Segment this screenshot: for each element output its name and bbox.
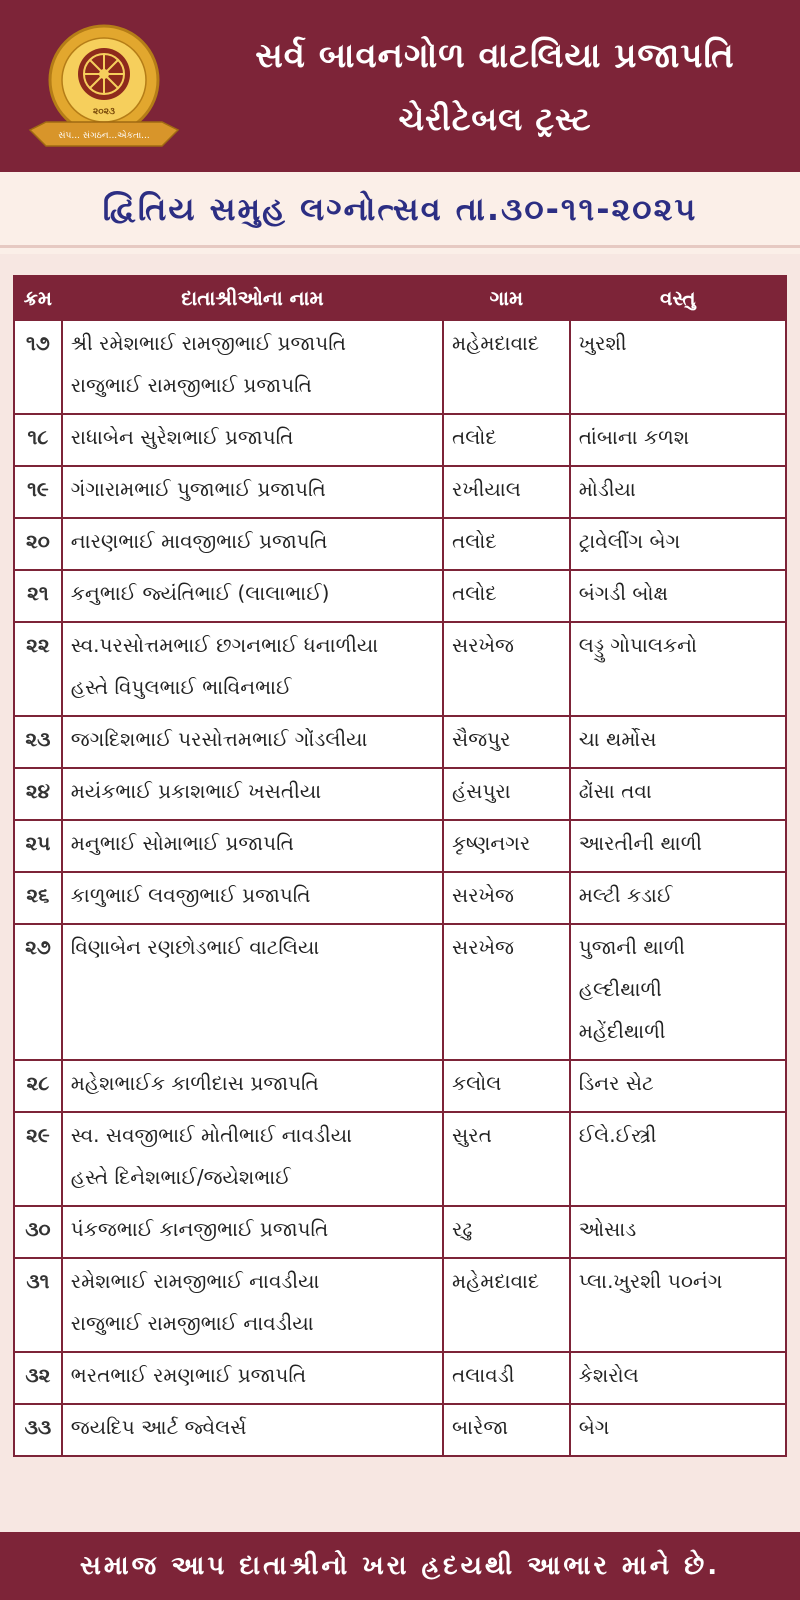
item-cell [570, 414, 786, 466]
row-number-text: ૨૭ [25, 935, 51, 959]
donor-name-cell [62, 872, 443, 924]
row-number-text: ૨૧ [27, 581, 49, 605]
trust-subname: ચેરીટેબલ ટ્રસ્ટ [398, 100, 592, 138]
row-number [14, 1258, 62, 1352]
table-row [14, 820, 786, 872]
item-cell [570, 820, 786, 872]
donor-name: નારણભાઈ માવજીભાઈ પ્રજાપતિ [70, 529, 328, 553]
donor-name-cell [62, 1112, 443, 1206]
row-number [14, 1404, 62, 1456]
village-name: સૈજપુર [452, 727, 511, 751]
row-number-text: ૩૨ [25, 1363, 51, 1387]
row-number-text: ૩૩ [24, 1415, 52, 1439]
row-number-text: ૨૦ [26, 529, 50, 553]
village-cell [443, 716, 570, 768]
donor-name-cell [62, 716, 443, 768]
village-cell [443, 924, 570, 1060]
item-cell [570, 466, 786, 518]
donor-name: મહેશભાઈક કાળીદાસ પ્રજાપતિ [70, 1071, 319, 1095]
village-cell [443, 518, 570, 570]
item-cell [570, 518, 786, 570]
row-number-text: ૧૭ [26, 331, 50, 355]
donor-name: મનુભાઈ સોમાભાઈ પ્રજાપતિ [70, 831, 294, 855]
item-cell [570, 320, 786, 414]
donor-name-cell [62, 622, 443, 716]
row-number-text: ૩૦ [25, 1217, 51, 1241]
donor-name: રમેશભાઈ રામજીભાઈ નાવડીયા [70, 1269, 320, 1293]
donated-item: કેશરોલ [578, 1363, 639, 1387]
village-name: તલોદ [452, 529, 497, 553]
donor-name-cell [62, 924, 443, 1060]
village-name: તલોદ [452, 425, 497, 449]
donor-name: વિણાબેન રણછોડભાઈ વાટલિયા [70, 935, 320, 959]
donor-name: કનુભાઈ જ્યંતિભાઈ (લાલાભાઈ) [70, 581, 330, 605]
row-number [14, 1060, 62, 1112]
village-name: રખીયાલ [452, 477, 521, 501]
village-name: મહેમદાવાદ [452, 331, 540, 355]
donated-item: પુજાની થાળી [578, 935, 685, 959]
donor-name-cell [62, 1206, 443, 1258]
header-village: ગામ [443, 276, 570, 320]
donor-name: જયદિપ આર્ટ જ્વેલર્સ [70, 1415, 247, 1439]
row-number [14, 622, 62, 716]
village-cell [443, 320, 570, 414]
donated-item: તાંબાના કળશ [578, 425, 690, 449]
donated-item: આરતીની થાળી [578, 831, 703, 855]
table-row [14, 924, 786, 1060]
village-name: મહેમદાવાદ [452, 1269, 540, 1293]
village-cell [443, 1352, 570, 1404]
table-row [14, 1352, 786, 1404]
donor-name: સ્વ.પરસોત્તમભાઈ છગનભાઈ ધનાળીયા [70, 633, 379, 657]
table-row [14, 570, 786, 622]
table-row [14, 518, 786, 570]
donated-item: લડ્ડુ ગોપાલકનો [578, 633, 698, 657]
table-header-row [14, 276, 786, 320]
header-item: વસ્તુ [570, 276, 786, 320]
item-cell [570, 1404, 786, 1456]
donated-item: ડિનર સેટ [578, 1071, 654, 1095]
donor-name: સ્વ. સવજીભાઈ મોતીભાઈ નાવડીયા [70, 1123, 352, 1147]
village-cell [443, 1206, 570, 1258]
table-row [14, 1112, 786, 1206]
item-cell [570, 1352, 786, 1404]
thank-you-footer: સમાજ આપ દાતાશ્રીનો ખરા હ્રદયથી આભાર માને છે. [0, 1532, 800, 1600]
row-number-text: ૧૯ [27, 477, 49, 501]
row-number [14, 768, 62, 820]
donor-name: જગદિશભાઈ પરસોત્તમભાઈ ગોંડલીયા [70, 727, 368, 751]
donor-name-cell [62, 518, 443, 570]
row-number [14, 1352, 62, 1404]
donors-table [13, 275, 787, 1457]
table-row [14, 1060, 786, 1112]
village-name: સરખેજ [452, 633, 514, 657]
row-number [14, 518, 62, 570]
village-name: સરખેજ [452, 883, 514, 907]
header-banner [0, 0, 800, 172]
row-number-text: ૧૮ [27, 425, 49, 449]
village-cell [443, 622, 570, 716]
trust-name: સર્વ બાવનગોળ વાટલિયા પ્રજાપતિ [255, 36, 735, 76]
donor-name-cell [62, 466, 443, 518]
donor-name: શ્રી રમેશભાઈ રામજીભાઈ પ્રજાપતિ [70, 331, 346, 355]
donated-item: પ્લા.ખુરશી ૫૦નંગ [578, 1269, 723, 1293]
donor-name-cell [62, 414, 443, 466]
wheel-emblem-icon [24, 22, 184, 154]
donated-item: બંગડી બોક્ષ [578, 581, 669, 605]
row-number-text: ૨૨ [26, 633, 50, 657]
table-row [14, 1404, 786, 1456]
row-number [14, 320, 62, 414]
donor-name: રાજુભાઈ રામજીભાઈ પ્રજાપતિ [70, 373, 312, 397]
donor-name: હસ્તે વિપુલભાઈ ભાવિનભાઈ [70, 675, 292, 699]
row-number-text: ૨૫ [25, 831, 51, 855]
trust-logo [24, 22, 184, 154]
village-name: કલોલ [452, 1071, 502, 1095]
row-number-text: ૨૩ [25, 727, 51, 751]
row-number-text: ૨૯ [26, 1123, 50, 1147]
donor-name: મયંકભાઈ પ્રકાશભાઈ ખસતીયા [70, 779, 322, 803]
donated-item: ખુરશી [578, 331, 627, 355]
donated-item: ઓસાડ [578, 1217, 637, 1241]
item-cell [570, 1060, 786, 1112]
donor-name: હસ્તે દિનેશભાઈ/જયેશભાઈ [70, 1165, 291, 1189]
village-name: સરખેજ [452, 935, 514, 959]
donor-name: કાળુભાઈ લવજીભાઈ પ્રજાપતિ [70, 883, 311, 907]
donated-item: મહેંદીથાળી [578, 1019, 666, 1043]
item-cell [570, 1112, 786, 1206]
row-number [14, 820, 62, 872]
row-number [14, 466, 62, 518]
donated-item: મોડીયા [578, 477, 636, 501]
row-number [14, 872, 62, 924]
donated-item: બેગ [578, 1415, 610, 1439]
item-cell [570, 768, 786, 820]
village-cell [443, 768, 570, 820]
row-number-text: ૨૬ [26, 883, 50, 907]
donor-name: રાજુભાઈ રામજીભાઈ નાવડીયા [70, 1311, 314, 1335]
item-cell [570, 924, 786, 1060]
row-number-text: ૨૪ [25, 779, 50, 803]
logo-motto: સંપ... સંગઠન...એકતા... [58, 131, 150, 141]
donor-name: પંકજભાઈ કાનજીભાઈ પ્રજાપતિ [70, 1217, 329, 1241]
village-cell [443, 1404, 570, 1456]
village-cell [443, 1060, 570, 1112]
village-name: બારેજા [452, 1415, 509, 1439]
logo-year: ૨૦૨૩ [93, 107, 115, 117]
table-row [14, 622, 786, 716]
village-name: સુરત [452, 1123, 492, 1147]
village-cell [443, 820, 570, 872]
donor-name-cell [62, 820, 443, 872]
donor-name: ભરતભાઈ રમણભાઈ પ્રજાપતિ [70, 1363, 307, 1387]
row-number-text: ૩૧ [26, 1269, 50, 1293]
donated-item: ઢોંસા તવા [578, 779, 652, 803]
village-name: તલોદ [452, 581, 497, 605]
donor-name-cell [62, 1352, 443, 1404]
table-row [14, 872, 786, 924]
village-name: કૃષ્ણનગર [452, 831, 531, 855]
item-cell [570, 1258, 786, 1352]
village-cell [443, 1112, 570, 1206]
header-donor-name: દાતાશ્રીઓના નામ [62, 276, 443, 320]
village-cell [443, 466, 570, 518]
village-cell [443, 414, 570, 466]
village-name: તલાવડી [452, 1363, 515, 1387]
donated-item: ચા થર્મોસ [578, 727, 657, 751]
table-row [14, 716, 786, 768]
village-cell [443, 872, 570, 924]
donor-name-cell [62, 1404, 443, 1456]
village-cell [443, 570, 570, 622]
village-name: રઢુ [452, 1217, 473, 1241]
donated-item: મલ્ટી કડાઈ [578, 883, 673, 907]
row-number [14, 924, 62, 1060]
event-title: દ્વિતિય સમુહ લગ્નોત્સવ તા.૩૦-૧૧-૨૦૨૫ [102, 190, 698, 228]
table-row [14, 414, 786, 466]
item-cell [570, 872, 786, 924]
donor-name-cell [62, 1060, 443, 1112]
donor-name-cell [62, 320, 443, 414]
subtitle-bar [0, 172, 800, 254]
row-number [14, 570, 62, 622]
table-row [14, 768, 786, 820]
donor-name-cell [62, 1258, 443, 1352]
donated-item: હલ્દીથાળી [578, 977, 662, 1001]
table-row [14, 1258, 786, 1352]
table-row [14, 320, 786, 414]
row-number [14, 1112, 62, 1206]
table-row [14, 1206, 786, 1258]
item-cell [570, 622, 786, 716]
table-row [14, 466, 786, 518]
row-number [14, 414, 62, 466]
donor-name-cell [62, 570, 443, 622]
donated-item: ટ્રાવેલીંગ બેગ [578, 529, 681, 553]
village-cell [443, 1258, 570, 1352]
item-cell [570, 716, 786, 768]
donor-name: ગંગારામભાઈ પુજાભાઈ પ્રજાપતિ [70, 477, 326, 501]
donors-table-body [14, 320, 786, 1456]
donor-name: રાધાબેન સુરેશભાઈ પ્રજાપતિ [70, 425, 294, 449]
row-number-text: ૨૮ [26, 1071, 50, 1095]
header-num: ક્રમ [14, 276, 62, 320]
donated-item: ઈલે.ઈસ્ત્રી [578, 1123, 657, 1147]
donor-name-cell [62, 768, 443, 820]
row-number [14, 1206, 62, 1258]
village-name: હંસપુરા [452, 779, 511, 803]
item-cell [570, 1206, 786, 1258]
item-cell [570, 570, 786, 622]
row-number [14, 716, 62, 768]
